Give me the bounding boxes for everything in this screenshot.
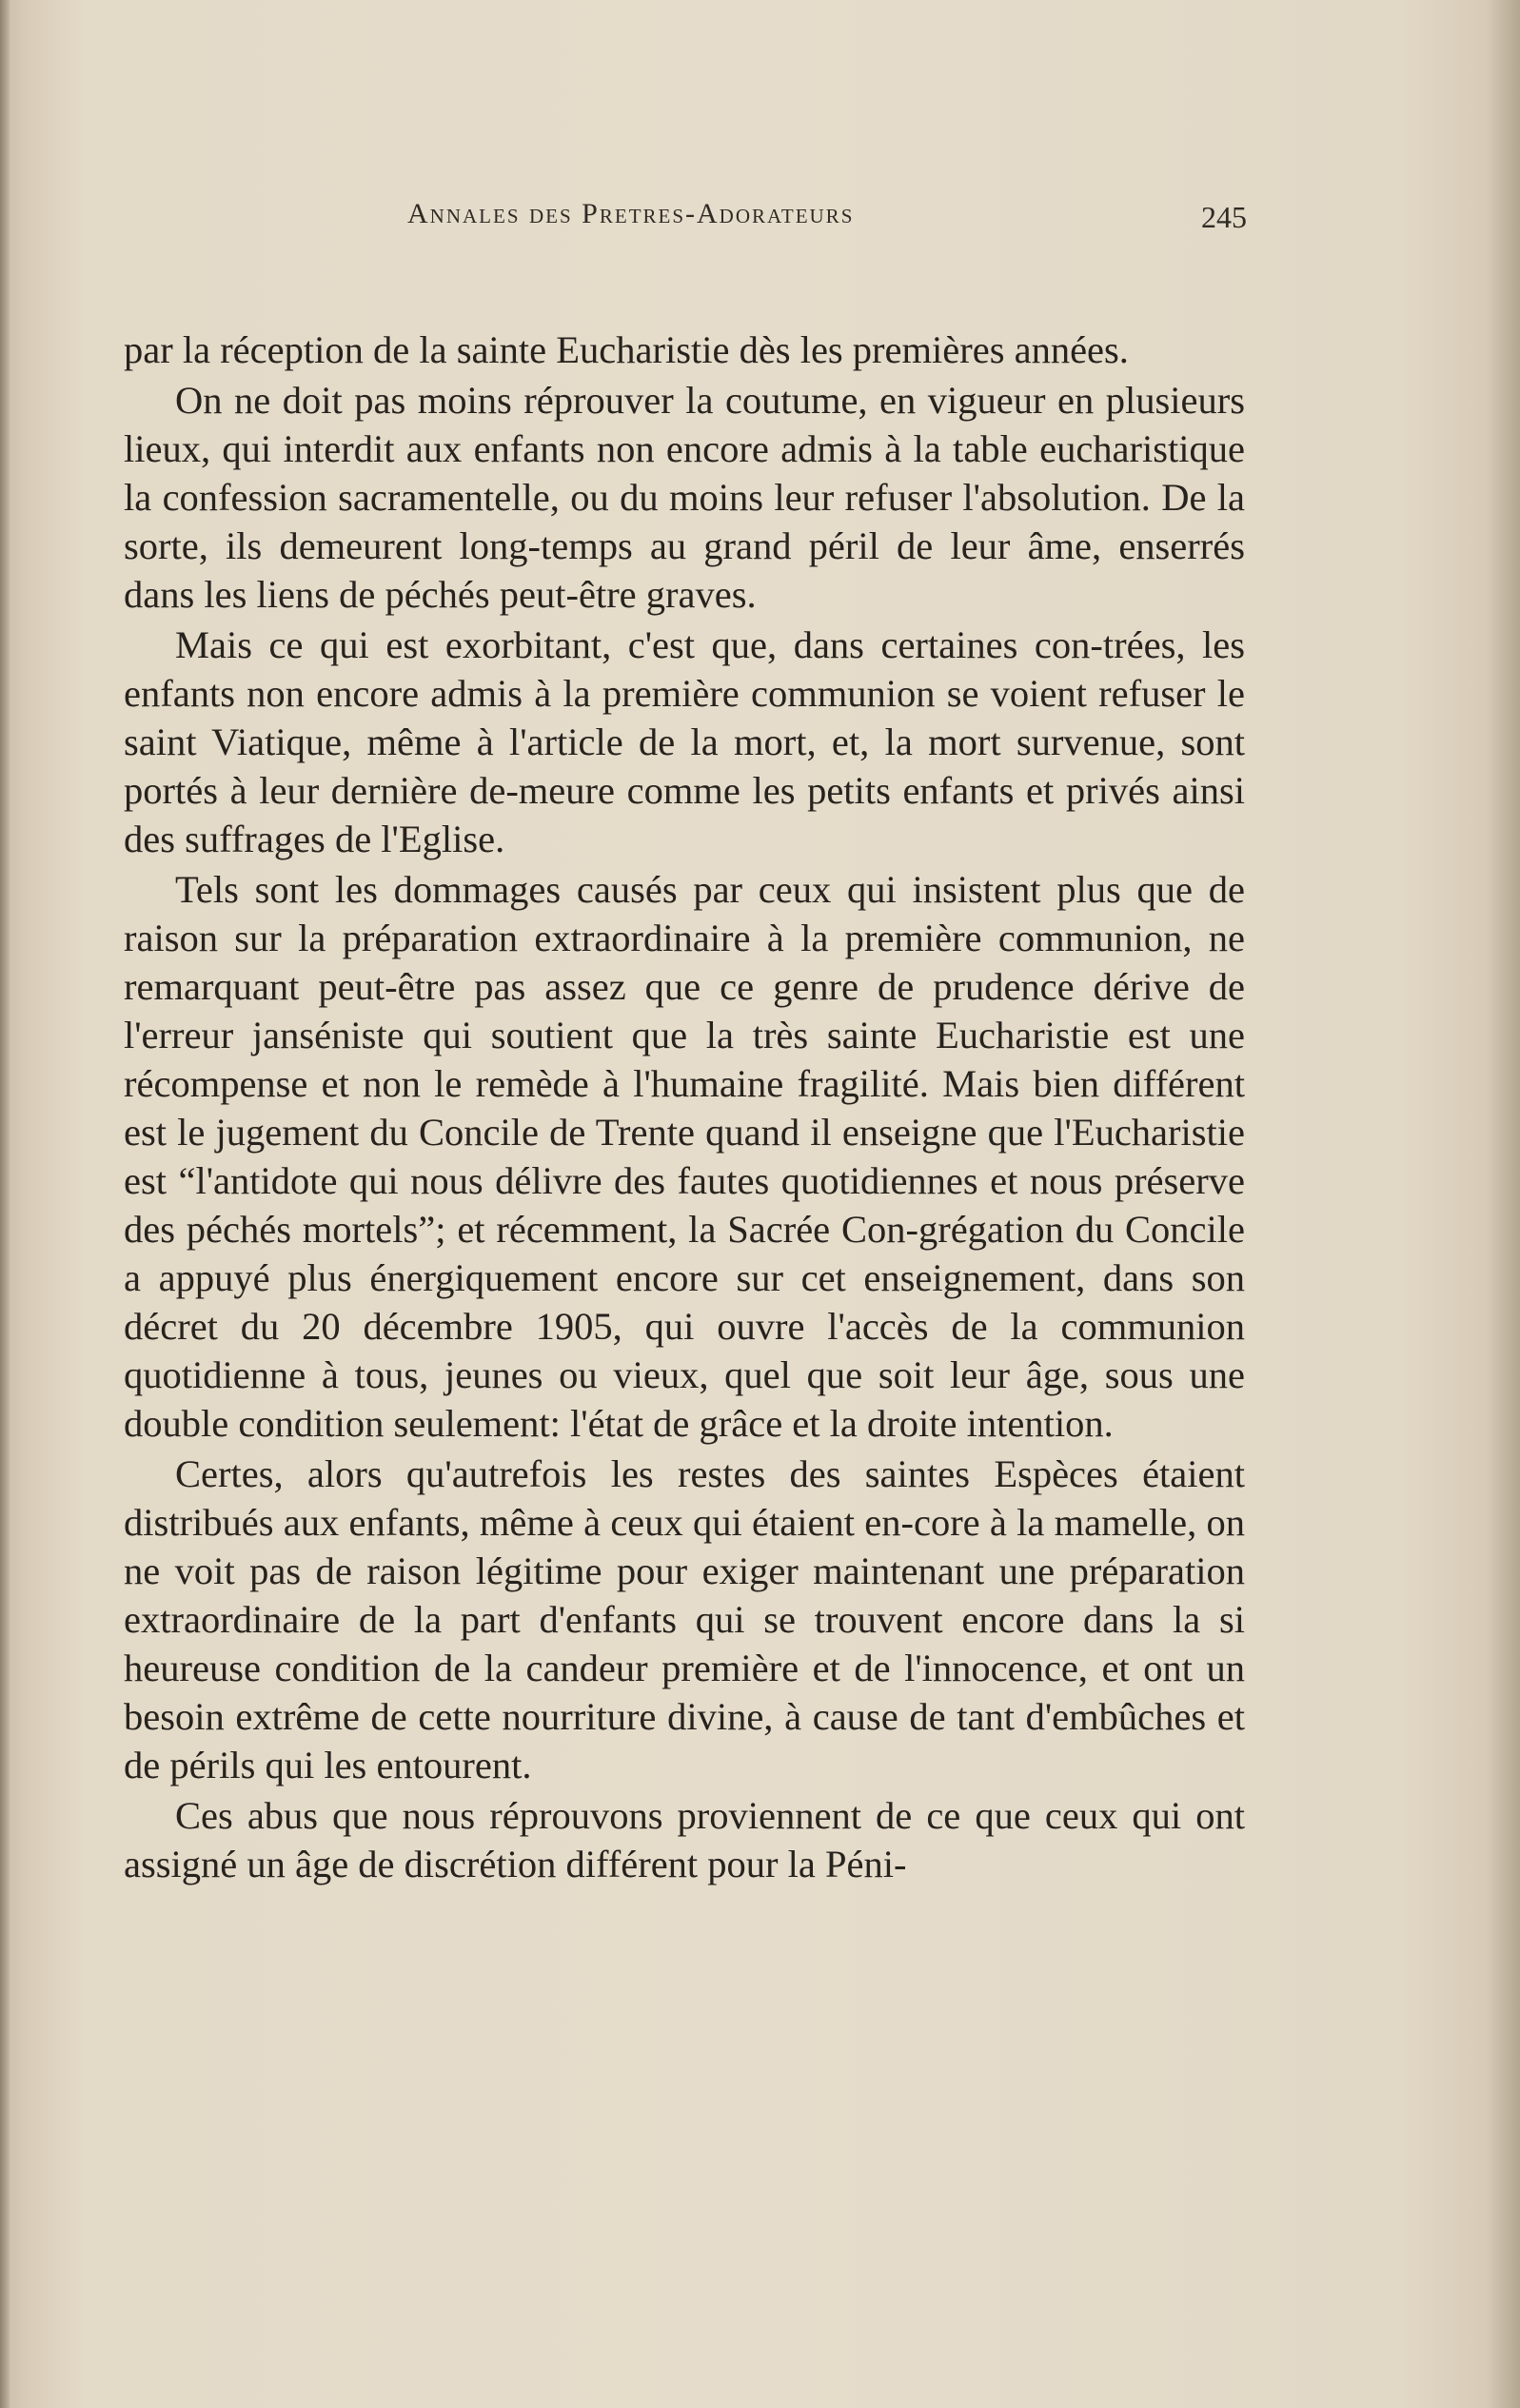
paragraph: par la réception de la sainte Eucharistie dès les premières années. [124,328,1129,371]
paragraph: Mais ce qui est exorbitant, c'est que, dans certaines con-trées, les enfants non encore admis à la première communion se voient refuser le saint Viatique, même à l'article de la mort, et, la mort survenue, sont portés à leur dernière de-meure comme les petits enfants et privés ainsi des suffrages de l'Eglise. [124,623,1245,860]
page-edge-shadow [1486,0,1520,2408]
paragraph: Certes, alors qu'autrefois les restes des saintes Espèces étaient distribués aux enfants, même à ceux qui étaient en-core à la mamelle, on ne voit pas de raison légitime pour exiger maintenant une préparation extraordinaire de la part d'enfants qui se trouvent encore dans la si heureuse condition de la candeur première et de l'innocence, et ont un besoin extrême de cette nourriture divine, à cause de tant d'embûches et de périls qui les entourent. [124,1452,1245,1786]
paragraph: Tels sont les dommages causés par ceux qui insistent plus que de raison sur la préparation extraordinaire à la première communion, ne remarquant peut-être pas assez que ce genre de prudence dérive de l'erreur janséniste qui soutient que la très sainte Eucharistie est une récompense et non le remède à l'humaine fragilité. Mais bien différent est le jugement du Concile de Trente quand il enseigne que l'Eucharistie est “l'antidote qui nous délivre des fautes quotidiennes et nous préserve des péchés mortels”; et récemment, la Sacrée Con-grégation du Concile a appuyé plus énergiquement encore sur cet enseignement, dans son décret du 20 décembre 1905, qui ouvre l'accès de la communion quotidienne à tous, jeunes ou vieux, quel que soit leur âge, sous une double condition seulement: l'état de grâce et la droite intention. [124,868,1245,1445]
paragraph: On ne doit pas moins réprouver la coutume, en vigueur en plusieurs lieux, qui interdit aux enfants non encore admis à la table eucharistique la confession sacramentelle, ou du moins leur refuser l'absolution. De la sorte, ils demeurent long-temps au grand péril de leur âme, enserrés dans les liens de péchés peut-être graves. [124,379,1245,616]
page-header [124,190,1247,247]
running-title: Annales des Pretres-Adorateurs [407,198,855,229]
page-number: 245 [1201,200,1247,234]
body-text [124,326,1245,1890]
page-gutter [0,0,10,2408]
paragraph: Ces abus que nous réprouvons proviennent de ce que ceux qui ont assigné un âge de discrétion différent pour la Péni- [124,1794,1245,1885]
